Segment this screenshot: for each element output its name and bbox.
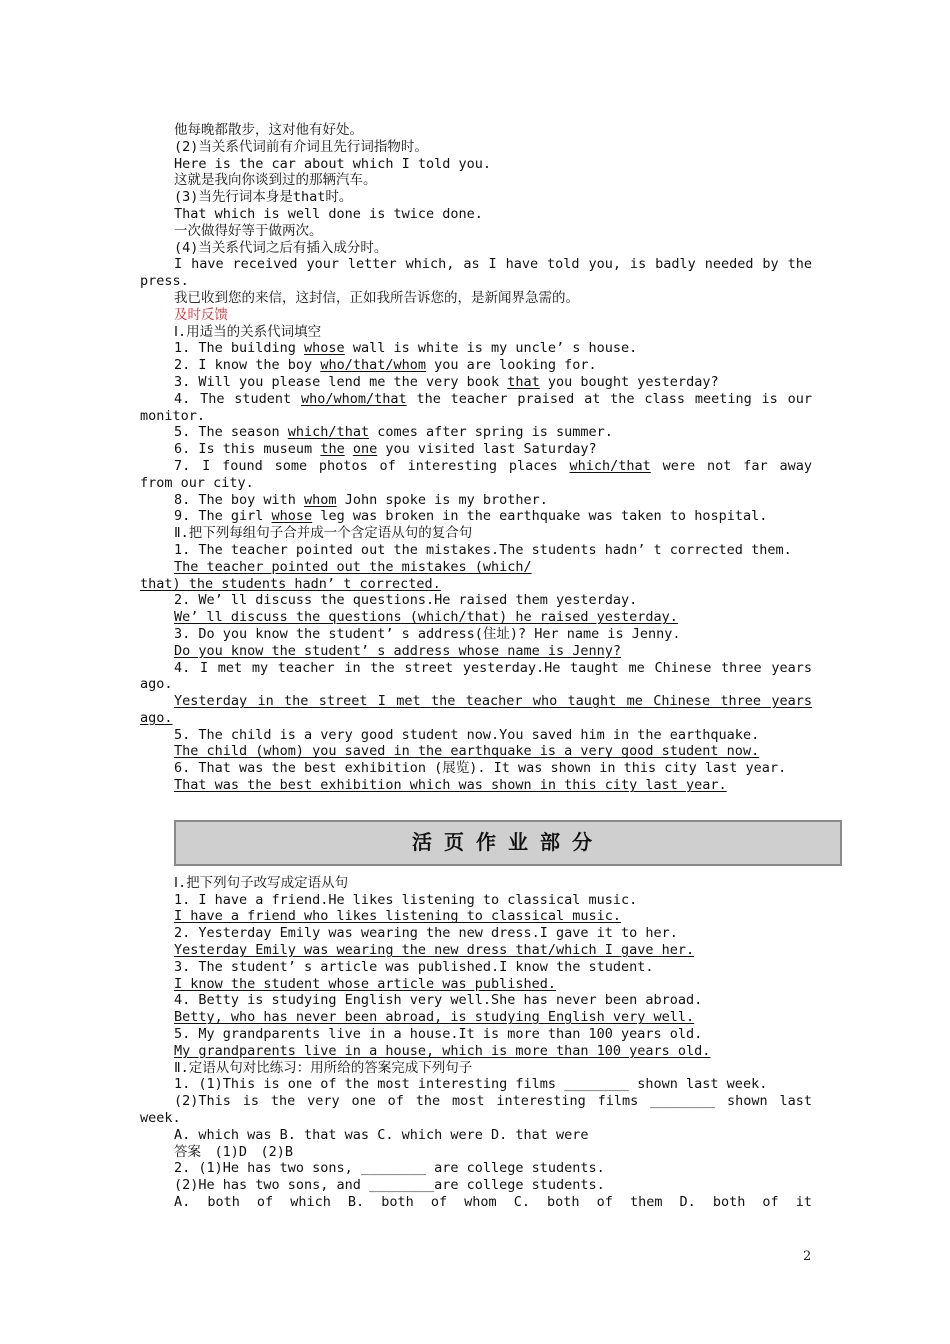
text-line [140,1026,812,1043]
text-line [140,391,812,408]
text-line [140,1093,812,1110]
text-line [140,424,812,441]
text-line [140,542,812,559]
question-text: leg was broken in the earthquake was taken to hospital. [312,508,768,525]
text-line [140,357,812,374]
line-text: Ⅰ.把下列句子改写成定语从句 [174,874,349,891]
line-text: 4. Betty is studying English very well.She has never been abroad. [174,992,703,1009]
answer-text: Yesterday Emily was wearing the new dress that/which I gave her. [174,942,695,959]
text-line [140,959,812,976]
page-number: 2 [803,1249,812,1264]
text-line [140,1177,812,1194]
line-text: 我已收到您的来信，这封信，正如我所告诉您的，是新闻界急需的。 [174,289,579,306]
text-line [140,525,812,542]
text-line [140,223,812,240]
text-line [140,1127,812,1144]
document-page [140,122,812,1211]
answer-text: We’ ll discuss the questions (which/that) he raised yesterday. [174,609,678,626]
question-text: you are looking for. [425,357,597,374]
text-line [140,156,812,173]
line-text: Ⅱ.把下列每组句子合并成一个含定语从句的复合句 [174,525,473,542]
text-line [140,1160,812,1177]
answer-text: My grandparents live in a house, which is more than 100 years old. [174,1042,711,1059]
question-text: John spoke is my brother. [336,491,548,508]
text-line [140,925,812,942]
answer-text: which/that [287,424,370,441]
text-line [140,875,812,892]
text-line [140,576,812,593]
line-text: ago. [140,676,173,693]
line-text: (2)This is the very one of the most interesting films ________ shown last [174,1093,812,1110]
answer-text: whose [271,508,313,525]
text-line [140,676,812,693]
line-text: 及时反馈 [174,306,228,323]
line-text: (3)当先行词本身是that时。 [174,189,353,206]
question-text: 8. The boy with [174,491,305,508]
section-banner: 活页作业部分 [174,820,842,866]
answer-text: I have a friend who likes listening to classical music. [174,908,622,925]
line-text: press. [140,273,189,290]
line-text: 这就是我向你谈到过的那辆汽车。 [174,172,377,189]
text-line [140,340,812,357]
text-line [140,1076,812,1093]
text-line [140,592,812,609]
question-text: comes after spring is summer. [369,424,613,441]
text-line [140,992,812,1009]
text-line [140,559,812,576]
text-line [140,743,812,760]
line-text: 答案 (1)D (2)B [174,1143,294,1160]
line-text: Ⅱ.定语从句对比练习：用所给的答案完成下列句子 [174,1059,473,1076]
text-line [140,273,812,290]
text-line [140,908,812,925]
text-line [140,1144,812,1161]
text-line [140,710,812,727]
text-line [140,492,812,509]
text-line [140,942,812,959]
text-line [140,508,812,525]
answer-text: That was the best exhibition which was shown in this city last year. [174,777,727,794]
section-heading [140,307,812,324]
line-text: (2)He has two sons, and ________are college students. [174,1177,605,1194]
line-text: 2. We’ ll discuss the questions.He raised them yesterday. [174,592,638,609]
answer-text: Yesterday in the street I met the teacher who taught me Chinese three years [174,693,812,710]
line-text: Here is the car about which I told you. [174,155,491,172]
answer-text: I know the student whose article was published. [174,975,557,992]
text-line [140,892,812,909]
text-line [140,1110,812,1127]
text-line [140,760,812,777]
question-text [345,441,353,457]
line-text: monitor. [140,407,206,424]
question-text: 9. The girl [174,508,272,525]
text-line [140,189,812,206]
text-line [140,458,812,475]
line-text: I have received your letter which, as I have told you, is badly needed by the [174,256,812,273]
text-line [140,441,812,458]
line-text: (2)当关系代词前有介词且先行词指物时。 [174,138,428,155]
text-line [140,374,812,391]
answer-text: that [507,373,540,390]
line-text: A. which was B. that was C. which were D. that were [174,1126,589,1143]
line-text: (4)当关系代词之后有插入成分时。 [174,239,388,256]
answer-text: whom [304,491,337,508]
question-text: wall is white is my uncle’ s house. [344,340,638,357]
question-text: 4. The student [174,390,301,407]
question-text: were not far away [650,457,812,474]
question-text: 6. Is this museum [174,441,321,458]
line-text: 2. Yesterday Emily was wearing the new dress.I gave it to her. [174,925,678,942]
answer-text: The teacher pointed out the mistakes (which/ [174,558,532,575]
answer-text: whose [304,340,345,357]
text-line [140,976,812,993]
text-line [140,643,812,660]
answer-text: the [320,441,345,458]
question-text: 5. The season [174,424,288,441]
line-text: A. both of which B. both of whom C. both of them D. both of it [174,1194,812,1211]
answer-text: Do you know the student’ s address whose name is Jenny? [174,642,622,659]
text-line [140,324,812,341]
question-text: 2. I know the boy [174,357,321,374]
line-text: 1. The teacher pointed out the mistakes.The students hadn’ t corrected them. [174,541,792,558]
question-text: you visited last Saturday? [377,441,597,458]
line-text: 3. The student’ s article was published.I know the student. [174,958,654,975]
line-text: 1. (1)This is one of the most interesting films ________ shown last week. [174,1076,768,1093]
question-text: you bought yesterday? [539,373,719,390]
text-line [140,475,812,492]
answer-text: who/whom/that [300,390,407,407]
text-line [140,1009,812,1026]
line-text: That which is well done is twice done. [174,205,483,222]
text-line [140,122,812,139]
answer-text: one [352,441,378,458]
line-text: 4. I met my teacher in the street yesterday.He taught me Chinese three years [174,659,812,676]
line-text: 5. The child is a very good student now.You saved him in the earthquake. [174,726,760,743]
answer-text: The child (whom) you saved in the earthquake is a very good student now. [174,743,760,760]
text-line [140,1060,812,1077]
line-text: 一次做得好等于做两次。 [174,222,323,239]
line-text: 1. I have a friend.He likes listening to classical music. [174,891,638,908]
homework-exercises [140,875,812,1211]
text-line [140,240,812,257]
text-line [140,660,812,677]
text-line [140,626,812,643]
text-line [140,693,812,710]
text-line [140,408,812,425]
line-text: 5. My grandparents live in a house.It is more than 100 years old. [174,1026,703,1043]
line-text: 2. (1)He has two sons, ________ are college students. [174,1160,605,1177]
text-line [140,777,812,794]
text-line [140,290,812,307]
answer-text: Betty, who has never been abroad, is studying English very well. [174,1009,695,1026]
text-line [140,727,812,744]
question-text: 3. Will you please lend me the very book [174,373,508,390]
answer-text: ago. [140,709,173,726]
line-text: 他每晚都散步，这对他有好处。 [174,122,363,138]
line-text: 6. That was the best exhibition (展览). It was shown in this city last year. [174,760,787,777]
line-text: Ⅰ.用适当的关系代词填空 [174,323,322,340]
question-text: 1. The building [174,340,305,357]
answer-text: that) the students hadn’ t corrected. [140,575,441,592]
text-line [140,139,812,156]
line-text: week. [140,1110,181,1127]
grammar-notes-and-exercises [140,122,812,794]
text-line [140,206,812,223]
line-text: 3. Do you know the student’ s address(住址)? Her name is Jenny. [174,625,681,642]
answer-text: who/that/whom [320,357,426,374]
question-text: 7. I found some photos of interesting places [174,457,570,474]
question-text: the teacher praised at the class meeting is our [406,390,812,407]
line-text: from our city. [140,474,254,491]
text-line [140,1194,812,1211]
text-line [140,172,812,189]
answer-text: which/that [569,457,651,474]
text-line [140,256,812,273]
text-line [140,1043,812,1060]
text-line [140,609,812,626]
